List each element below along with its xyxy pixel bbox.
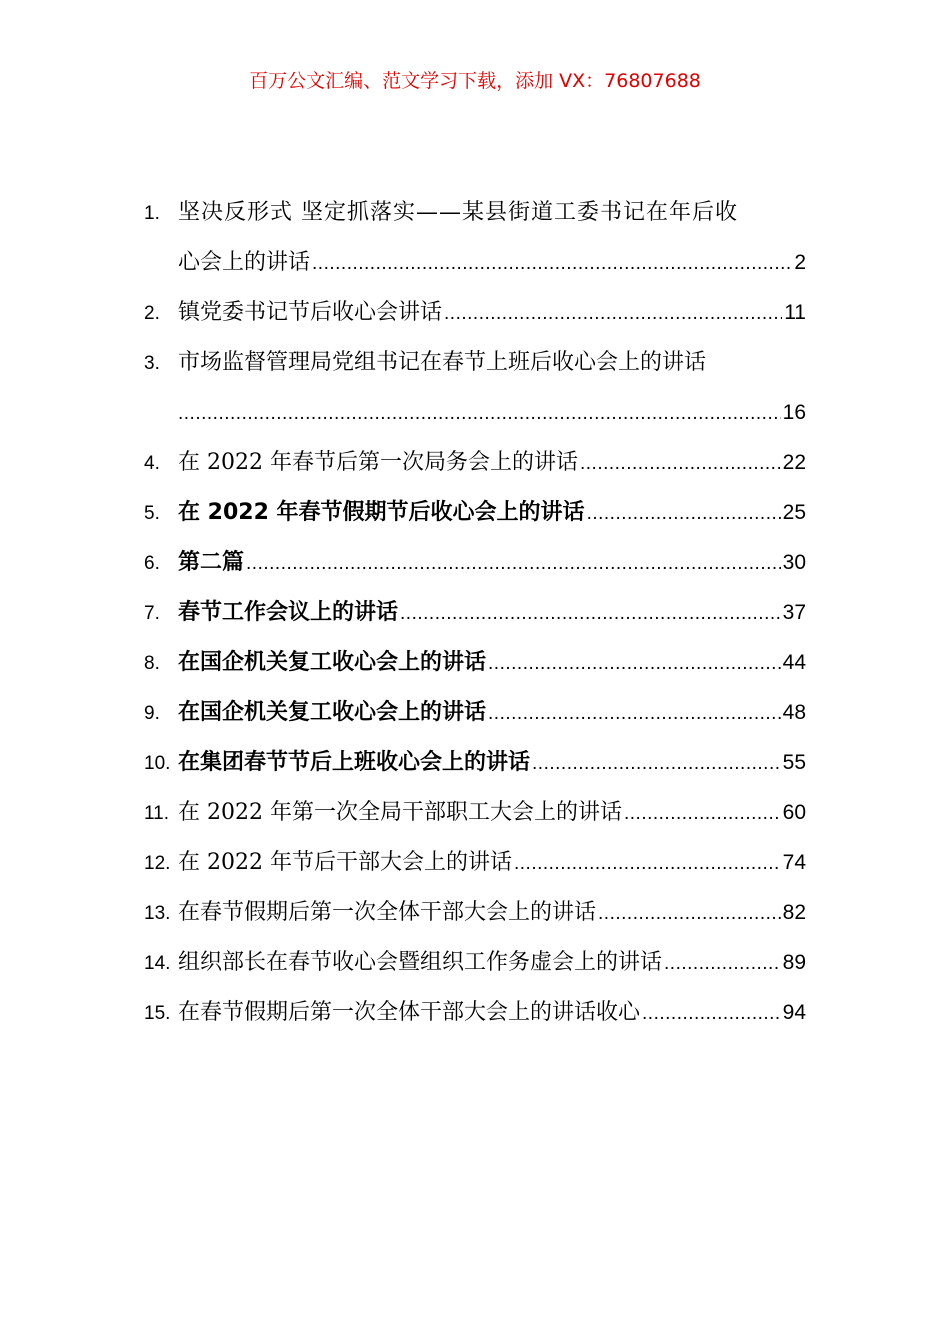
- toc-entry-4[interactable]: [144, 438, 806, 488]
- toc-number: 5.: [144, 503, 160, 524]
- toc-leader-dots: [400, 589, 781, 639]
- toc-number: 6.: [144, 553, 160, 574]
- toc-number: 7.: [144, 603, 160, 624]
- toc-leader-dots: [488, 639, 781, 689]
- table-of-contents: [144, 188, 806, 1038]
- toc-page-number: 89: [782, 951, 806, 974]
- toc-page-number: 48: [782, 701, 806, 724]
- toc-title: 在国企机关复工收心会上的讲话: [178, 650, 487, 675]
- toc-number: 14.: [144, 953, 171, 974]
- toc-leader-dots: [312, 239, 792, 289]
- toc-leader-dots: [488, 689, 781, 739]
- toc-leader-dots: [178, 389, 781, 439]
- toc-title: 坚决反形式 坚定抓落实——某县街道工委书记在年后收: [178, 200, 738, 225]
- toc-leader-dots: [642, 989, 781, 1039]
- toc-entry-14[interactable]: [144, 938, 806, 988]
- toc-number: 9.: [144, 703, 160, 724]
- toc-number: 8.: [144, 653, 160, 674]
- toc-page-number: 2: [794, 251, 806, 274]
- toc-page-number: 16: [782, 401, 806, 424]
- toc-number: 2.: [144, 303, 160, 324]
- toc-number: 10.: [144, 753, 171, 774]
- toc-number: 13.: [144, 903, 171, 924]
- toc-title: 在 2022 年春节假期节后收心会上的讲话: [178, 500, 585, 525]
- toc-entry-10[interactable]: [144, 738, 806, 788]
- toc-entry-3[interactable]: [144, 338, 806, 438]
- toc-page-number: 22: [782, 451, 806, 474]
- toc-entry-7[interactable]: [144, 588, 806, 638]
- toc-number: 4.: [144, 453, 160, 474]
- toc-number: 11.: [144, 803, 170, 824]
- toc-entry-13[interactable]: [144, 888, 806, 938]
- toc-leader-dots: [624, 789, 781, 839]
- toc-leader-dots: [587, 489, 781, 539]
- toc-title: 在春节假期后第一次全体干部大会上的讲话: [178, 900, 597, 925]
- toc-page-number: 60: [782, 801, 806, 824]
- toc-page-number: 44: [782, 651, 806, 674]
- toc-leader-dots: [444, 289, 782, 339]
- toc-title: 组织部长在春节收心会暨组织工作务虚会上的讲话: [178, 950, 663, 975]
- toc-number: 1.: [144, 203, 160, 224]
- toc-page-number: 94: [782, 1001, 806, 1024]
- toc-title: 第二篇: [178, 550, 245, 575]
- toc-title: 镇党委书记节后收心会讲话: [178, 300, 443, 325]
- toc-entry-6[interactable]: [144, 538, 806, 588]
- toc-page-number: 25: [782, 501, 806, 524]
- toc-leader-dots: [532, 739, 781, 789]
- toc-title: 在集团春节节后上班收心会上的讲话: [178, 750, 531, 775]
- toc-page-number: 74: [782, 851, 806, 874]
- toc-page-number: 37: [782, 601, 806, 624]
- toc-title: 市场监督管理局党组书记在春节上班后收心会上的讲话: [178, 350, 707, 375]
- toc-entry-9[interactable]: [144, 688, 806, 738]
- toc-title: 在 2022 年春节后第一次局务会上的讲话: [178, 450, 578, 475]
- toc-leader-dots: [598, 889, 781, 939]
- toc-leader-dots: [514, 839, 781, 889]
- toc-number: 12.: [144, 853, 171, 874]
- toc-number: 15.: [144, 1003, 171, 1024]
- toc-leader-dots: [246, 539, 781, 589]
- toc-title-continued: 心会上的讲话: [178, 250, 311, 275]
- toc-title: 在 2022 年第一次全局干部职工大会上的讲话: [178, 800, 622, 825]
- toc-entry-5[interactable]: [144, 488, 806, 538]
- toc-entry-12[interactable]: [144, 838, 806, 888]
- toc-entry-1[interactable]: [144, 188, 806, 288]
- toc-page-number: 55: [782, 751, 806, 774]
- toc-number: 3.: [144, 353, 160, 374]
- toc-title: 春节工作会议上的讲话: [178, 600, 399, 625]
- toc-title: 在国企机关复工收心会上的讲话: [178, 700, 487, 725]
- toc-entry-8[interactable]: [144, 638, 806, 688]
- toc-entry-15[interactable]: [144, 988, 806, 1038]
- toc-leader-dots: [664, 939, 781, 989]
- toc-page-number: 30: [782, 551, 806, 574]
- toc-page-number: 11: [784, 301, 806, 324]
- page-header-watermark: 百万公文汇编、范文学习下载，添加 VX：76807688: [249, 70, 701, 92]
- toc-title: 在 2022 年节后干部大会上的讲话: [178, 850, 512, 875]
- toc-title: 在春节假期后第一次全体干部大会上的讲话收心: [178, 1000, 641, 1025]
- toc-leader-dots: [580, 439, 781, 489]
- toc-entry-11[interactable]: [144, 788, 806, 838]
- toc-page-number: 82: [782, 901, 806, 924]
- toc-entry-2[interactable]: [144, 288, 806, 338]
